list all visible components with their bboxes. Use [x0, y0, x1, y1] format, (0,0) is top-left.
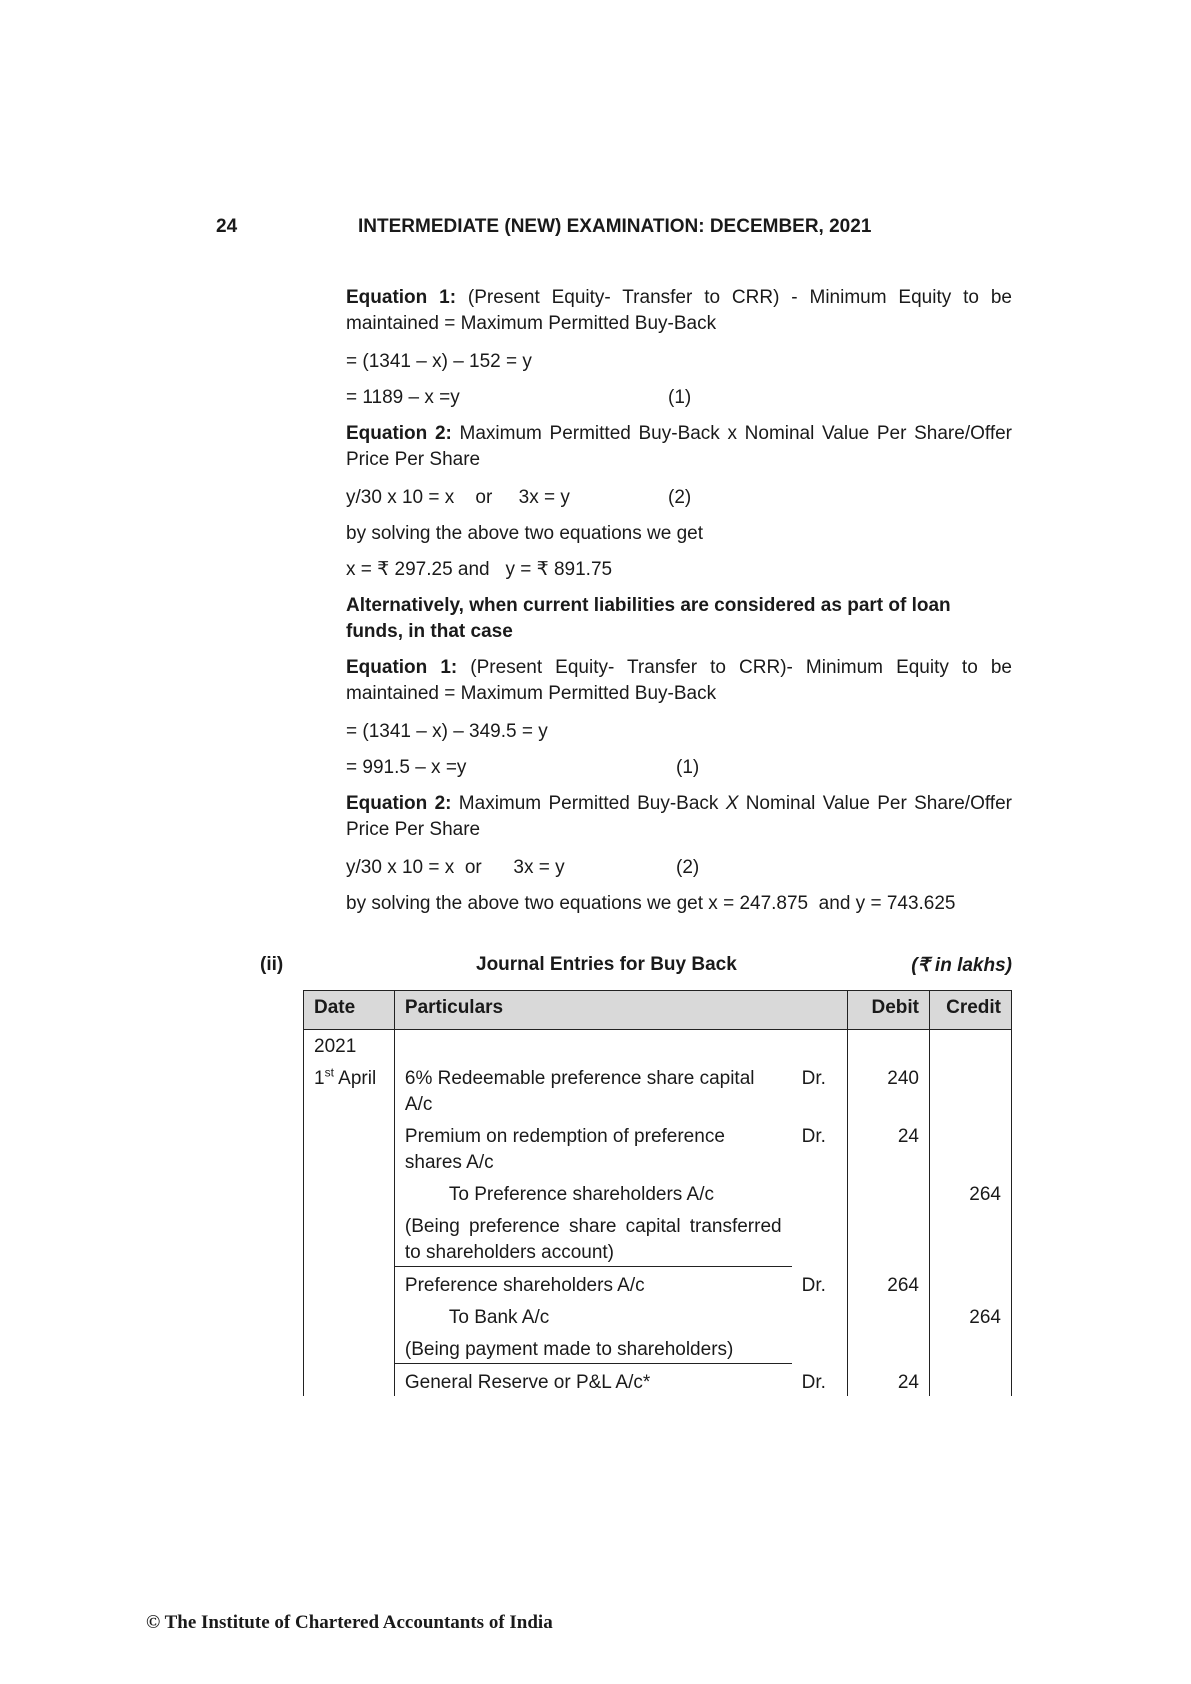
- table-row: [304, 1060, 1012, 1118]
- header-date: Date: [304, 991, 395, 1030]
- equation-2-step: y/30 x 10 = x or 3x = y: [346, 487, 570, 508]
- row-credit: [929, 1331, 1011, 1364]
- row-credit: [929, 1267, 1011, 1300]
- row-credit: 264: [929, 1299, 1011, 1331]
- row-debit: [848, 1208, 930, 1267]
- equation-2-text: Maximum Permitted Buy-Back x Nominal Value Per Share/Offer Price Per Share: [346, 423, 1012, 470]
- row-dr: [792, 1299, 848, 1331]
- alt-equation-2-line: [346, 855, 1012, 881]
- equation-1-step-1: = (1341 – x) – 152 = y: [346, 351, 532, 372]
- equation-2-number: (2): [668, 487, 692, 508]
- equation-1-line-2: [346, 385, 1012, 411]
- equation-2-label: Equation 2:: [346, 423, 452, 444]
- equation-1-number: (1): [668, 387, 692, 408]
- journal-entries-table: [303, 990, 1012, 1396]
- row-credit: [929, 1208, 1011, 1267]
- alt-equation-2-text-b: Nominal Value Per Share/Offer Price Per Share: [346, 793, 1012, 840]
- equation-1-line-1: [346, 349, 1012, 375]
- row-debit: 240: [848, 1060, 930, 1118]
- alt-equation-1-number: (1): [676, 757, 700, 778]
- alt-equation-1-step-1: = (1341 – x) – 349.5 = y: [346, 721, 548, 742]
- equation-1-text: (Present Equity- Transfer to CRR) - Minimum Equity to be maintained = Maximum Permitted Buy-Back: [346, 287, 1012, 334]
- table-row: [304, 1118, 1012, 1176]
- row-dr: [792, 1208, 848, 1267]
- row-dr: Dr.: [792, 1267, 848, 1300]
- equation-1-step-2: = 1189 – x =y: [346, 387, 460, 408]
- alt-equation-2-label: Equation 2:: [346, 793, 452, 814]
- date-day-number: 1: [314, 1068, 325, 1089]
- row-dr: Dr.: [792, 1364, 848, 1397]
- equation-1: [346, 285, 1012, 337]
- row-particulars: To Bank A/c: [448, 1307, 550, 1328]
- alt-equation-2-step: y/30 x 10 = x or 3x = y: [346, 857, 565, 878]
- row-dr: Dr.: [792, 1118, 848, 1176]
- table-row: [304, 1299, 1012, 1331]
- table-row: [304, 1030, 1012, 1061]
- table-row: [304, 1331, 1012, 1364]
- date-year: 2021: [304, 1030, 395, 1061]
- row-narration: (Being preference share capital transferred to shareholders account): [394, 1208, 791, 1267]
- row-debit: [848, 1176, 930, 1208]
- date-month: April: [333, 1068, 377, 1089]
- equation-2: [346, 421, 1012, 473]
- table-row: [304, 1267, 1012, 1300]
- page-header: [0, 216, 1191, 244]
- alt-solve-line: by solving the above two equations we get x = 247.875 and y = 743.625: [346, 893, 956, 914]
- row-dr: [792, 1176, 848, 1208]
- equation-1-label: Equation 1:: [346, 287, 457, 308]
- row-particulars: General Reserve or P&L A/c*: [394, 1364, 791, 1397]
- alt-equation-1-line-2: [346, 755, 1012, 781]
- row-debit: 24: [848, 1364, 930, 1397]
- row-debit: 24: [848, 1118, 930, 1176]
- header-debit: Debit: [848, 991, 930, 1030]
- row-debit: [848, 1299, 930, 1331]
- section-label: (ii): [260, 954, 284, 975]
- date-day-suffix: st: [324, 1065, 334, 1080]
- table-row: [304, 1364, 1012, 1397]
- row-narration: (Being payment made to shareholders): [394, 1331, 791, 1364]
- row-debit: 264: [848, 1267, 930, 1300]
- table-row: [304, 1208, 1012, 1267]
- section-heading: [0, 954, 1191, 982]
- alt-equation-1-line-1: [346, 719, 1012, 745]
- alt-equation-1-text: (Present Equity- Transfer to CRR)- Minimum Equity to be maintained = Maximum Permitted Buy-Back: [346, 657, 1012, 704]
- row-credit: [929, 1060, 1011, 1118]
- row-credit: 264: [929, 1176, 1011, 1208]
- row-particulars: Preference shareholders A/c: [394, 1267, 791, 1300]
- result-line: x = ₹ 297.25 and y = ₹ 891.75: [346, 559, 613, 580]
- page-number: 24: [216, 216, 238, 237]
- copyright-footer: © The Institute of Chartered Accountants of India: [146, 1612, 553, 1633]
- row-dr: [792, 1331, 848, 1364]
- alt-equation-2-x: X: [725, 793, 739, 814]
- header-dr-blank: [792, 991, 848, 1030]
- row-credit: [929, 1118, 1011, 1176]
- row-particulars: Premium on redemption of preference shares A/c: [394, 1118, 791, 1176]
- solution-body: [346, 285, 1012, 917]
- solve-line: by solving the above two equations we get: [346, 523, 704, 544]
- alt-equation-1: [346, 655, 1012, 707]
- alt-equation-2: [346, 791, 1012, 843]
- row-credit: [929, 1364, 1011, 1397]
- header-title: INTERMEDIATE (NEW) EXAMINATION: DECEMBER, 2021: [358, 216, 872, 237]
- alt-equation-2-number: (2): [676, 857, 700, 878]
- alt-equation-2-text-a: Maximum Permitted Buy-Back: [451, 793, 726, 814]
- row-dr: Dr.: [792, 1060, 848, 1118]
- table-header-row: [304, 991, 1012, 1030]
- section-unit: (₹ in lakhs): [911, 955, 1012, 976]
- table-row: [304, 1176, 1012, 1208]
- alt-equation-1-step-2: = 991.5 – x =y: [346, 757, 467, 778]
- alternative-heading: Alternatively, when current liabilities are considered as part of loan funds, in that case: [346, 595, 951, 642]
- row-particulars: 6% Redeemable preference share capital A/c: [394, 1060, 791, 1118]
- alt-equation-1-label: Equation 1:: [346, 657, 458, 678]
- date-day: [304, 1060, 395, 1118]
- header-particulars: Particulars: [394, 991, 791, 1030]
- equation-2-line: [346, 485, 1012, 511]
- row-debit: [848, 1331, 930, 1364]
- row-particulars: To Preference shareholders A/c: [448, 1184, 714, 1205]
- section-title: Journal Entries for Buy Back: [476, 954, 737, 975]
- header-credit: Credit: [929, 991, 1011, 1030]
